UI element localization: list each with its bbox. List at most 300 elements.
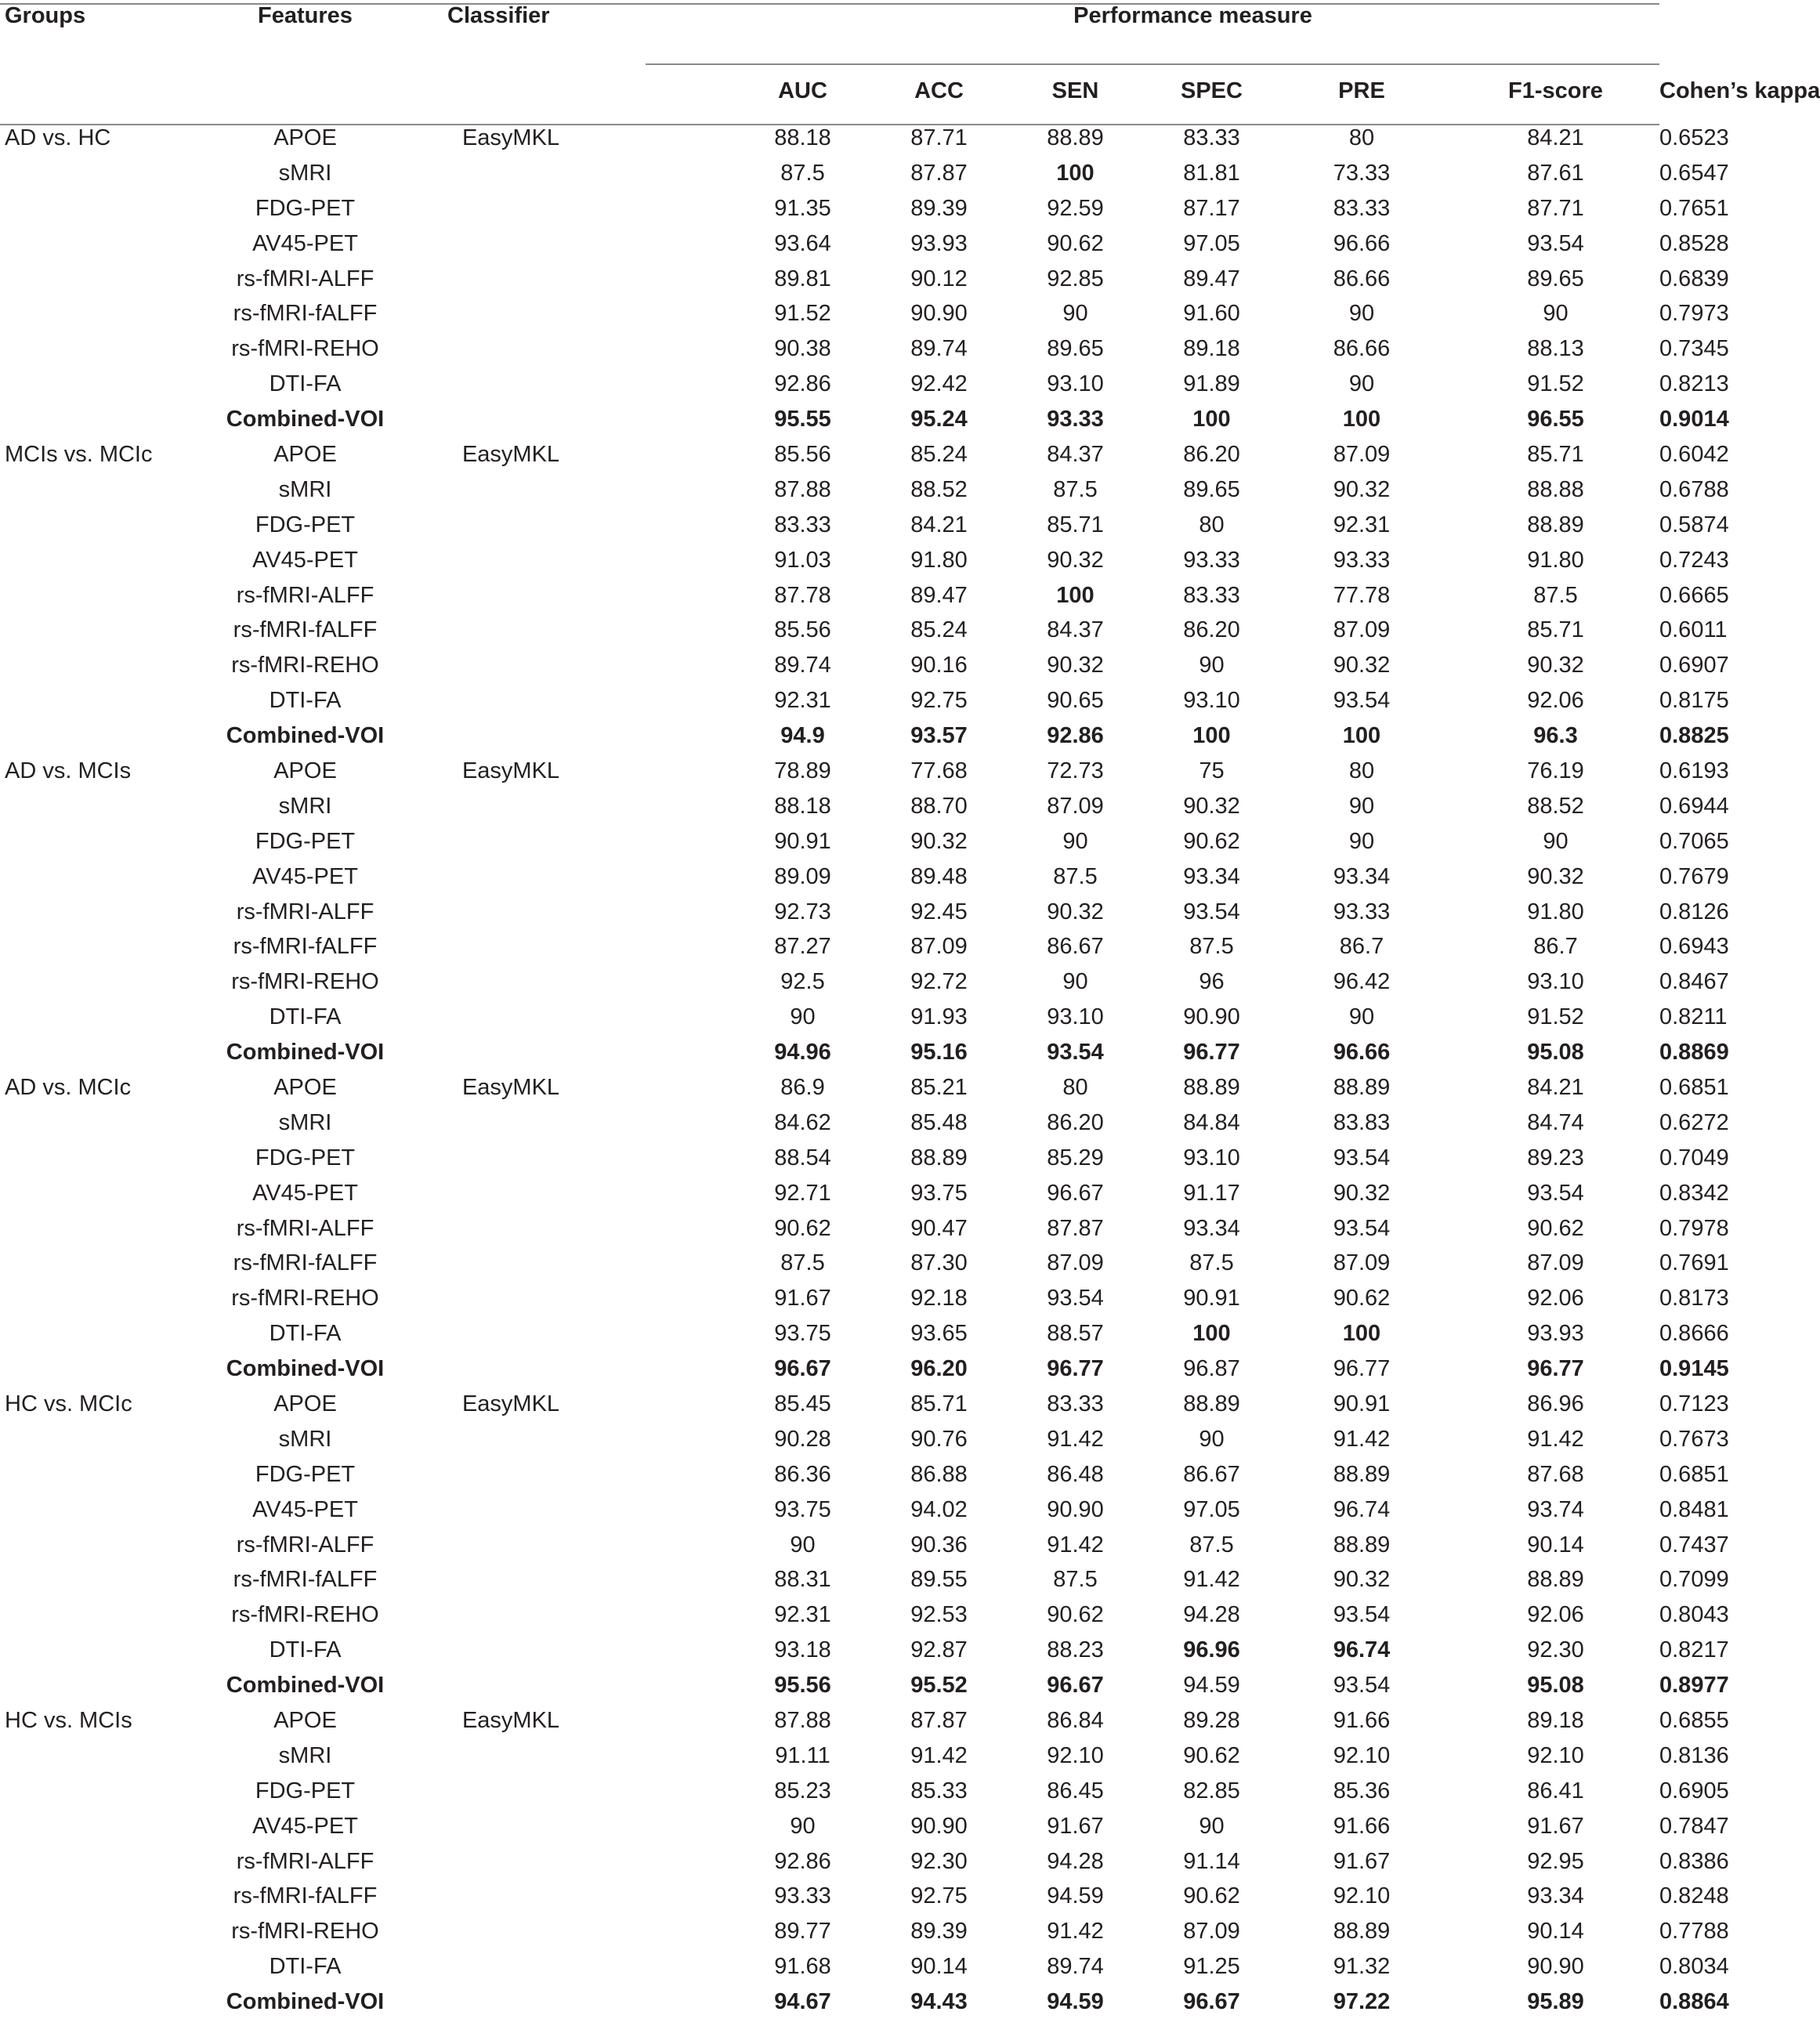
group-cell bbox=[0, 1176, 205, 1211]
feature-cell: FDG-PET bbox=[255, 1778, 356, 1804]
spacer-cell bbox=[617, 296, 726, 331]
group-cell bbox=[0, 613, 205, 648]
auc-cell: 83.33 bbox=[774, 512, 831, 537]
acc-cell: 89.47 bbox=[910, 582, 968, 608]
pre-cell: 100 bbox=[1342, 1321, 1381, 1347]
spacer-cell bbox=[617, 1351, 726, 1387]
spec-cell: 81.81 bbox=[1183, 160, 1240, 186]
acc-cell: 89.39 bbox=[910, 195, 968, 221]
sen-cell: 87.5 bbox=[1053, 476, 1098, 502]
pre-cell: 90 bbox=[1348, 301, 1375, 327]
group-cell bbox=[0, 1633, 205, 1668]
feature-cell: FDG-PET bbox=[255, 512, 356, 537]
classifier-cell bbox=[405, 296, 617, 331]
group-cell: MCIs vs. MCIc bbox=[5, 441, 153, 467]
group-cell: HC vs. MCIs bbox=[5, 1708, 132, 1734]
header-spacer bbox=[617, 3, 726, 61]
acc-cell: 92.53 bbox=[910, 1602, 968, 1628]
f1-score-cell: 92.06 bbox=[1527, 1602, 1584, 1628]
auc-cell: 92.31 bbox=[774, 1602, 831, 1628]
group-cell bbox=[0, 1281, 205, 1316]
auc-cell: 92.73 bbox=[774, 899, 831, 924]
group-cell bbox=[0, 1528, 205, 1563]
feature-cell: sMRI bbox=[278, 1109, 332, 1135]
table-row: rs-fMRI-ALFF 89.81 90.12 92.85 89.47 86.66 89.65 0.6839 bbox=[0, 262, 1659, 297]
sen-cell: 90.65 bbox=[1047, 688, 1104, 714]
spec-cell: 93.34 bbox=[1183, 1215, 1240, 1241]
feature-cell: APOE bbox=[273, 758, 337, 783]
f1-score-cell: 85.71 bbox=[1527, 441, 1584, 467]
auc-cell: 94.9 bbox=[780, 723, 825, 749]
classifier-cell bbox=[405, 1668, 617, 1703]
pre-cell: 90.32 bbox=[1333, 476, 1391, 502]
pre-cell: 85.36 bbox=[1333, 1778, 1391, 1804]
auc-cell: 92.86 bbox=[774, 371, 831, 397]
classifier-cell bbox=[405, 789, 617, 824]
auc-cell: 85.56 bbox=[774, 441, 831, 467]
f1-score-cell: 93.93 bbox=[1527, 1321, 1584, 1347]
acc-cell: 91.93 bbox=[910, 1004, 968, 1030]
f1-score-cell: 86.7 bbox=[1533, 934, 1578, 960]
table-body bbox=[0, 121, 1729, 2020]
classifier-cell: EasyMKL bbox=[461, 1708, 560, 1734]
feature-cell: DTI-FA bbox=[269, 371, 342, 397]
sen-cell: 85.29 bbox=[1047, 1145, 1104, 1170]
group-cell bbox=[0, 226, 205, 262]
spacer-cell bbox=[617, 789, 726, 824]
feature-cell: DTI-FA bbox=[269, 1321, 342, 1347]
feature-cell: DTI-FA bbox=[269, 688, 342, 714]
pre-cell: 92.10 bbox=[1333, 1742, 1391, 1768]
spec-cell: 90 bbox=[1199, 1426, 1225, 1452]
feature-cell: APOE bbox=[273, 1708, 337, 1734]
f1-score-cell: 87.61 bbox=[1527, 160, 1584, 186]
table-row: FDG-PET 83.33 84.21 85.71 80 92.31 88.89 0.5874 bbox=[0, 508, 1659, 543]
f1-score-cell: 85.71 bbox=[1527, 617, 1584, 643]
header-row-main bbox=[0, 3, 1659, 61]
spacer-cell bbox=[617, 121, 726, 156]
table-row: sMRI 90.28 90.76 91.42 90 91.42 91.42 0.7673 bbox=[0, 1422, 1659, 1457]
acc-cell: 90.16 bbox=[910, 653, 968, 678]
spacer-cell bbox=[617, 929, 726, 964]
feature-cell: APOE bbox=[273, 441, 337, 467]
pre-cell: 96.66 bbox=[1333, 230, 1391, 256]
f1-score-cell: 87.5 bbox=[1533, 582, 1578, 608]
acc-cell: 91.42 bbox=[910, 1742, 968, 1768]
spec-cell: 96.87 bbox=[1183, 1356, 1240, 1382]
auc-cell: 87.5 bbox=[780, 1250, 825, 1276]
spacer-cell bbox=[617, 1422, 726, 1457]
group-cell bbox=[0, 683, 205, 718]
f1-score-cell: 86.41 bbox=[1527, 1778, 1584, 1804]
pre-cell: 96.42 bbox=[1333, 969, 1391, 995]
f1-score-cell: 84.74 bbox=[1527, 1109, 1584, 1135]
pre-cell: 93.54 bbox=[1333, 1215, 1391, 1241]
spacer-cell bbox=[617, 1528, 726, 1563]
classifier-cell bbox=[405, 1422, 617, 1457]
pre-cell: 96.77 bbox=[1333, 1356, 1391, 1382]
auc-cell: 86.36 bbox=[774, 1461, 831, 1487]
spacer-cell bbox=[617, 508, 726, 543]
sen-cell: 88.23 bbox=[1047, 1637, 1104, 1663]
classifier-cell bbox=[405, 1879, 617, 1915]
classifier-cell bbox=[405, 824, 617, 859]
spacer-cell bbox=[617, 1246, 726, 1282]
spacer-cell bbox=[617, 1176, 726, 1211]
classifier-cell bbox=[405, 262, 617, 297]
classifier-cell: EasyMKL bbox=[461, 125, 560, 150]
classifier-cell bbox=[405, 508, 617, 543]
pre-cell: 90 bbox=[1348, 793, 1375, 819]
auc-cell: 89.81 bbox=[774, 266, 831, 291]
acc-cell: 90.90 bbox=[910, 1813, 968, 1839]
header-groups: Groups bbox=[5, 3, 86, 28]
spacer-cell bbox=[617, 226, 726, 262]
classifier-cell bbox=[405, 331, 617, 367]
classifier-cell bbox=[405, 1492, 617, 1528]
pre-cell: 90.62 bbox=[1333, 1286, 1391, 1311]
f1-score-cell: 84.21 bbox=[1527, 125, 1584, 150]
table-row: Combined-VOI 94.67 94.43 94.59 96.67 97.22 95.89 0.8864 bbox=[0, 1984, 1659, 2020]
pre-cell: 96.74 bbox=[1333, 1496, 1391, 1522]
spec-cell: 90 bbox=[1199, 653, 1225, 678]
f1-score-cell: 96.3 bbox=[1533, 723, 1578, 749]
pre-cell: 87.09 bbox=[1333, 441, 1391, 467]
group-cell: AD vs. MCIs bbox=[5, 758, 132, 783]
table-row: sMRI 87.88 88.52 87.5 89.65 90.32 88.88 0.6788 bbox=[0, 472, 1659, 508]
classifier-cell bbox=[405, 683, 617, 718]
sen-cell: 96.67 bbox=[1047, 1180, 1104, 1206]
spacer-cell bbox=[617, 1984, 726, 2020]
f1-score-cell: 90.14 bbox=[1527, 1532, 1584, 1557]
f1-score-cell: 88.89 bbox=[1527, 512, 1584, 537]
classifier-cell bbox=[405, 1914, 617, 1949]
group-cell bbox=[0, 929, 205, 964]
sen-cell: 87.5 bbox=[1053, 1567, 1098, 1593]
auc-cell: 95.56 bbox=[774, 1673, 831, 1699]
header-auc: AUC bbox=[778, 78, 827, 103]
group-cell bbox=[0, 1597, 205, 1633]
f1-score-cell: 87.68 bbox=[1527, 1461, 1584, 1487]
acc-cell: 93.93 bbox=[910, 230, 968, 256]
acc-cell: 89.74 bbox=[910, 336, 968, 362]
f1-score-cell: 91.80 bbox=[1527, 899, 1584, 924]
feature-cell: rs-fMRI-REHO bbox=[231, 1602, 379, 1628]
spec-cell: 91.42 bbox=[1183, 1567, 1240, 1593]
acc-cell: 93.75 bbox=[910, 1180, 968, 1206]
spacer-cell bbox=[617, 1000, 726, 1035]
pre-cell: 77.78 bbox=[1333, 582, 1391, 608]
spec-cell: 97.05 bbox=[1183, 230, 1240, 256]
sen-cell: 90 bbox=[1062, 828, 1088, 854]
sen-cell: 86.84 bbox=[1047, 1708, 1104, 1734]
table-row: rs-fMRI-REHO 92.5 92.72 90 96 96.42 93.10 0.8467 bbox=[0, 964, 1659, 1000]
auc-cell: 87.5 bbox=[780, 160, 825, 186]
spacer-cell bbox=[617, 754, 726, 789]
group-cell bbox=[0, 1844, 205, 1879]
classifier-cell: EasyMKL bbox=[461, 1074, 560, 1100]
spec-cell: 96 bbox=[1199, 969, 1225, 995]
f1-score-cell: 96.55 bbox=[1527, 407, 1584, 432]
acc-cell: 94.02 bbox=[910, 1496, 968, 1522]
feature-cell: sMRI bbox=[278, 160, 332, 186]
group-cell bbox=[0, 789, 205, 824]
acc-cell: 88.70 bbox=[910, 793, 968, 819]
acc-cell: 95.16 bbox=[910, 1040, 968, 1065]
pre-cell: 80 bbox=[1348, 125, 1375, 150]
spacer-cell bbox=[617, 718, 726, 754]
sen-cell: 88.89 bbox=[1047, 125, 1104, 150]
spacer-cell bbox=[617, 331, 726, 367]
auc-cell: 85.45 bbox=[774, 1391, 831, 1416]
feature-cell: rs-fMRI-ALFF bbox=[236, 582, 374, 608]
sen-cell: 90.62 bbox=[1047, 230, 1104, 256]
f1-score-cell: 90.90 bbox=[1527, 1954, 1584, 1980]
group-cell bbox=[0, 1668, 205, 1703]
classifier-cell bbox=[405, 402, 617, 437]
spec-cell: 90.62 bbox=[1183, 828, 1240, 854]
pre-cell: 91.67 bbox=[1333, 1848, 1391, 1874]
f1-score-cell: 92.06 bbox=[1527, 688, 1584, 714]
feature-cell: DTI-FA bbox=[269, 1004, 342, 1030]
spec-cell: 88.89 bbox=[1183, 1074, 1240, 1100]
pre-cell: 93.54 bbox=[1333, 1602, 1391, 1628]
group-cell bbox=[0, 895, 205, 930]
pre-cell: 97.22 bbox=[1333, 1989, 1391, 2015]
auc-cell: 89.74 bbox=[774, 653, 831, 678]
classifier-cell bbox=[405, 1633, 617, 1668]
spacer-cell bbox=[617, 578, 726, 613]
spacer-cell bbox=[617, 1879, 726, 1915]
acc-cell: 92.18 bbox=[910, 1286, 968, 1311]
classifier-cell bbox=[405, 156, 617, 191]
table-row: Combined-VOI 94.9 93.57 92.86 100 100 96.3 0.8825 bbox=[0, 718, 1659, 754]
feature-cell: Combined-VOI bbox=[226, 1989, 385, 2015]
auc-cell: 89.77 bbox=[774, 1919, 831, 1945]
group-cell bbox=[0, 402, 205, 437]
group-cell bbox=[0, 296, 205, 331]
spacer-cell bbox=[617, 1597, 726, 1633]
spec-cell: 96.96 bbox=[1183, 1637, 1240, 1663]
table-row: FDG-PET 86.36 86.88 86.48 86.67 88.89 87.68 0.6851 bbox=[0, 1457, 1659, 1492]
group-cell bbox=[0, 1316, 205, 1351]
spacer-cell bbox=[617, 1070, 726, 1105]
f1-score-cell: 89.18 bbox=[1527, 1708, 1584, 1734]
sen-cell: 89.74 bbox=[1047, 1954, 1104, 1980]
table-row: rs-fMRI-ALFF 92.86 92.30 94.28 91.14 91.67 92.95 0.8386 bbox=[0, 1844, 1659, 1879]
classifier-cell bbox=[405, 1949, 617, 1984]
table-row: Combined-VOI 95.56 95.52 96.67 94.59 93.54 95.08 0.8977 bbox=[0, 1668, 1659, 1703]
acc-cell: 92.75 bbox=[910, 688, 968, 714]
header-sen: SEN bbox=[1051, 78, 1099, 103]
sen-cell: 100 bbox=[1056, 160, 1095, 186]
classifier-cell bbox=[405, 367, 617, 402]
classifier-cell bbox=[405, 1351, 617, 1387]
table-row: rs-fMRI-fALFF 88.31 89.55 87.5 91.42 90.32 88.89 0.7099 bbox=[0, 1563, 1659, 1598]
spacer-cell bbox=[617, 1316, 726, 1351]
spacer-cell bbox=[617, 964, 726, 1000]
acc-cell: 90.32 bbox=[910, 828, 968, 854]
auc-cell: 92.5 bbox=[780, 969, 825, 995]
pre-cell: 93.33 bbox=[1333, 547, 1391, 573]
table-row: AV45-PET 92.71 93.75 96.67 91.17 90.32 93.54 0.8342 bbox=[0, 1176, 1659, 1211]
acc-cell: 93.65 bbox=[910, 1321, 968, 1347]
sen-cell: 91.42 bbox=[1047, 1919, 1104, 1945]
auc-cell: 95.55 bbox=[774, 407, 831, 432]
f1-score-cell: 92.06 bbox=[1527, 1286, 1584, 1311]
classifier-cell bbox=[405, 859, 617, 895]
table-row: rs-fMRI-ALFF 92.73 92.45 90.32 93.54 93.33 91.80 0.8126 bbox=[0, 895, 1659, 930]
classifier-cell bbox=[405, 1176, 617, 1211]
sen-cell: 91.42 bbox=[1047, 1532, 1104, 1557]
auc-cell: 85.23 bbox=[774, 1778, 831, 1804]
classifier-cell bbox=[405, 1035, 617, 1070]
feature-cell: rs-fMRI-REHO bbox=[231, 336, 379, 362]
f1-score-cell: 88.89 bbox=[1527, 1567, 1584, 1593]
spacer-cell bbox=[617, 1387, 726, 1422]
classifier-cell bbox=[405, 1597, 617, 1633]
header-blank-spacer bbox=[617, 61, 726, 121]
spacer-cell bbox=[617, 1809, 726, 1844]
header-spec: SPEC bbox=[1181, 78, 1243, 103]
spec-cell: 94.59 bbox=[1183, 1673, 1240, 1699]
spec-cell: 90.62 bbox=[1183, 1742, 1240, 1768]
spec-cell: 96.67 bbox=[1183, 1989, 1240, 2015]
pre-cell: 93.54 bbox=[1333, 688, 1391, 714]
spec-cell: 91.60 bbox=[1183, 301, 1240, 327]
acc-cell: 90.76 bbox=[910, 1426, 968, 1452]
spec-cell: 90.91 bbox=[1183, 1286, 1240, 1311]
f1-score-cell: 86.96 bbox=[1527, 1391, 1584, 1416]
feature-cell: AV45-PET bbox=[252, 230, 358, 256]
header-blank-groups bbox=[0, 61, 205, 121]
feature-cell: rs-fMRI-ALFF bbox=[236, 899, 374, 924]
pre-cell: 100 bbox=[1342, 723, 1381, 749]
spec-cell: 94.28 bbox=[1183, 1602, 1240, 1628]
spacer-cell bbox=[617, 262, 726, 297]
spacer-cell bbox=[617, 1563, 726, 1598]
pre-cell: 83.33 bbox=[1333, 195, 1391, 221]
auc-cell: 90.91 bbox=[774, 828, 831, 854]
pre-cell: 96.74 bbox=[1333, 1637, 1391, 1663]
feature-cell: AV45-PET bbox=[252, 547, 358, 573]
group-cell: AD vs. MCIc bbox=[5, 1074, 132, 1100]
acc-cell: 92.75 bbox=[910, 1883, 968, 1909]
table-row: rs-fMRI-REHO 91.67 92.18 93.54 90.91 90.62 92.06 0.8173 bbox=[0, 1281, 1659, 1316]
auc-cell: 91.52 bbox=[774, 301, 831, 327]
classifier-cell bbox=[405, 613, 617, 648]
table-row: AD vs. MCIc APOE EasyMKL 86.9 85.21 80 88.89 88.89 84.21 0.6851 bbox=[0, 1070, 1659, 1105]
acc-cell: 85.71 bbox=[910, 1391, 968, 1416]
sen-cell: 84.37 bbox=[1047, 441, 1104, 467]
classifier-cell bbox=[405, 1246, 617, 1282]
sen-cell: 93.10 bbox=[1047, 1004, 1104, 1030]
table-row: rs-fMRI-REHO 89.74 90.16 90.32 90 90.32 90.32 0.6907 bbox=[0, 648, 1659, 683]
classifier-cell bbox=[405, 1774, 617, 1809]
f1-score-cell: 92.30 bbox=[1527, 1637, 1584, 1663]
table-row: HC vs. MCIs APOE EasyMKL 87.88 87.87 86.84 89.28 91.66 89.18 0.6855 bbox=[0, 1703, 1659, 1738]
header-row-metrics: AUC ACC SEN SPEC PRE F1-score Cohen’s kappa bbox=[0, 61, 1659, 121]
group-cell bbox=[0, 367, 205, 402]
acc-cell: 88.89 bbox=[910, 1145, 968, 1170]
feature-cell: rs-fMRI-ALFF bbox=[236, 266, 374, 291]
spacer-cell bbox=[617, 437, 726, 472]
table-row: rs-fMRI-ALFF 90.62 90.47 87.87 93.34 93.54 90.62 0.7978 bbox=[0, 1211, 1659, 1246]
acc-cell: 90.36 bbox=[910, 1532, 968, 1557]
spacer-cell bbox=[617, 1211, 726, 1246]
sen-cell: 93.54 bbox=[1047, 1040, 1104, 1065]
f1-score-cell: 90 bbox=[1543, 828, 1569, 854]
auc-cell: 93.33 bbox=[774, 1883, 831, 1909]
table-row: sMRI 91.11 91.42 92.10 90.62 92.10 92.10 0.8136 bbox=[0, 1738, 1659, 1774]
auc-cell: 88.54 bbox=[774, 1145, 831, 1170]
sen-cell: 86.67 bbox=[1047, 934, 1104, 960]
auc-cell: 91.11 bbox=[775, 1742, 830, 1768]
table-row: AV45-PET 91.03 91.80 90.32 93.33 93.33 91.80 0.7243 bbox=[0, 543, 1659, 578]
pre-cell: 92.31 bbox=[1333, 512, 1391, 537]
pre-cell: 93.54 bbox=[1333, 1145, 1391, 1170]
group-cell bbox=[0, 1984, 205, 2020]
group-cell bbox=[0, 508, 205, 543]
table-row: DTI-FA 93.75 93.65 88.57 100 100 93.93 0.8666 bbox=[0, 1316, 1659, 1351]
header-acc: ACC bbox=[914, 78, 964, 103]
spacer-cell bbox=[617, 824, 726, 859]
f1-score-cell: 91.52 bbox=[1527, 371, 1584, 397]
sen-cell: 93.54 bbox=[1047, 1286, 1104, 1311]
pre-cell: 88.89 bbox=[1333, 1532, 1391, 1557]
auc-cell: 87.88 bbox=[774, 1708, 831, 1734]
sen-cell: 84.37 bbox=[1047, 617, 1104, 643]
auc-cell: 92.86 bbox=[774, 1848, 831, 1874]
classifier-cell bbox=[405, 1528, 617, 1563]
classifier-cell bbox=[405, 929, 617, 964]
f1-score-cell: 91.52 bbox=[1527, 1004, 1584, 1030]
auc-cell: 93.64 bbox=[774, 230, 831, 256]
sen-cell: 85.71 bbox=[1047, 512, 1104, 537]
classifier-cell bbox=[405, 1457, 617, 1492]
spec-cell: 87.5 bbox=[1189, 1250, 1234, 1276]
group-cell bbox=[0, 1738, 205, 1774]
feature-cell: AV45-PET bbox=[252, 863, 358, 889]
spec-cell: 90.90 bbox=[1183, 1004, 1240, 1030]
spec-cell: 87.5 bbox=[1189, 934, 1234, 960]
performance-table bbox=[0, 3, 1820, 2020]
header-features: Features bbox=[258, 3, 353, 28]
spacer-cell bbox=[617, 1774, 726, 1809]
table-row: DTI-FA 92.31 92.75 90.65 93.10 93.54 92.06 0.8175 bbox=[0, 683, 1659, 718]
acc-cell: 85.48 bbox=[910, 1109, 968, 1135]
auc-cell: 93.75 bbox=[774, 1496, 831, 1522]
f1-score-cell: 89.23 bbox=[1527, 1145, 1584, 1170]
spec-cell: 93.10 bbox=[1183, 688, 1240, 714]
table-row: rs-fMRI-ALFF 90 90.36 91.42 87.5 88.89 90.14 0.7437 bbox=[0, 1528, 1659, 1563]
classifier-cell bbox=[405, 648, 617, 683]
group-cell bbox=[0, 472, 205, 508]
group-cell bbox=[0, 824, 205, 859]
table-row: rs-fMRI-ALFF 87.78 89.47 100 83.33 77.78 87.5 0.6665 bbox=[0, 578, 1659, 613]
sen-cell: 86.45 bbox=[1047, 1778, 1104, 1804]
pre-cell: 80 bbox=[1348, 758, 1375, 783]
auc-cell: 92.71 bbox=[774, 1180, 831, 1206]
classifier-cell bbox=[405, 226, 617, 262]
sen-cell: 90 bbox=[1062, 301, 1088, 327]
feature-cell: rs-fMRI-REHO bbox=[231, 969, 379, 995]
f1-score-cell: 95.08 bbox=[1527, 1673, 1584, 1699]
spec-cell: 83.33 bbox=[1183, 582, 1240, 608]
acc-cell: 85.24 bbox=[910, 441, 968, 467]
sen-cell: 87.09 bbox=[1047, 1250, 1104, 1276]
group-cell bbox=[0, 1809, 205, 1844]
